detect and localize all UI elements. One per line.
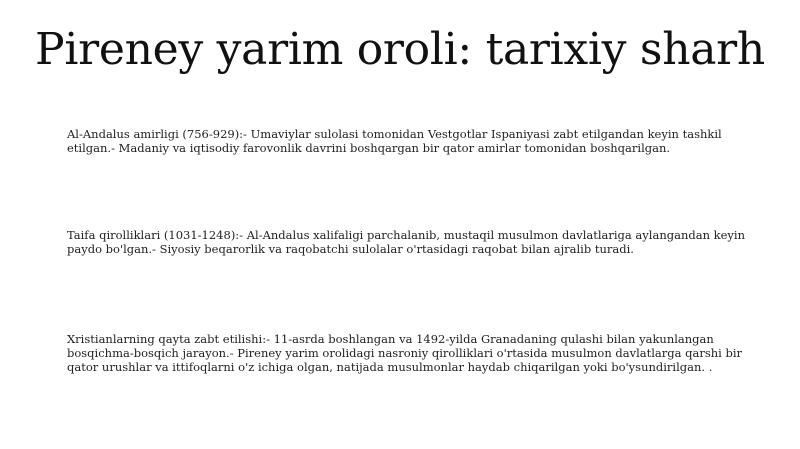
section-taifa-qirolliklari: Taifa qirolliklari (1031-1248):- Al-Andalus xalifaligi parchalanib, mustaqil musulmon davlatlariga aylangandan keyin paydo bo'lgan.- Siyosiy beqarorlik va raqobatchi sulolalar o'rtasidagi raqobat bilan ajralib turadi. [67,228,745,256]
section-xristianlarning-qayta-zabt-etilishi: Xristianlarning qayta zabt etilishi:- 11-asrda boshlangan va 1492-yilda Granadaning qulashi bilan yakunlangan bosqichma-bosqich jarayon.- Pireney yarim orolidagi nasroniy qirolliklari o'rtasida musulmon davlatlarga qarshi bir qator urushlar va ittifoqlarni o'z ichiga olgan, natijada musulmonlar haydab chiqarilgan yoki bo'ysundirilgan. . [67,332,743,374]
section-al-andalus-amirligi: Al-Andalus amirligi (756-929):- Umaviylar sulolasi tomonidan Vestgotlar Ispaniyasi zabt etilgandan keyin tashkil etilgan.- Madaniy va iqtisodiy farovonlik davrini boshqargan bir qator amirlar tomonidan boshqarilgan. [67,127,722,155]
slide-title: Pireney yarim oroli: tarixiy sharh [35,24,765,75]
